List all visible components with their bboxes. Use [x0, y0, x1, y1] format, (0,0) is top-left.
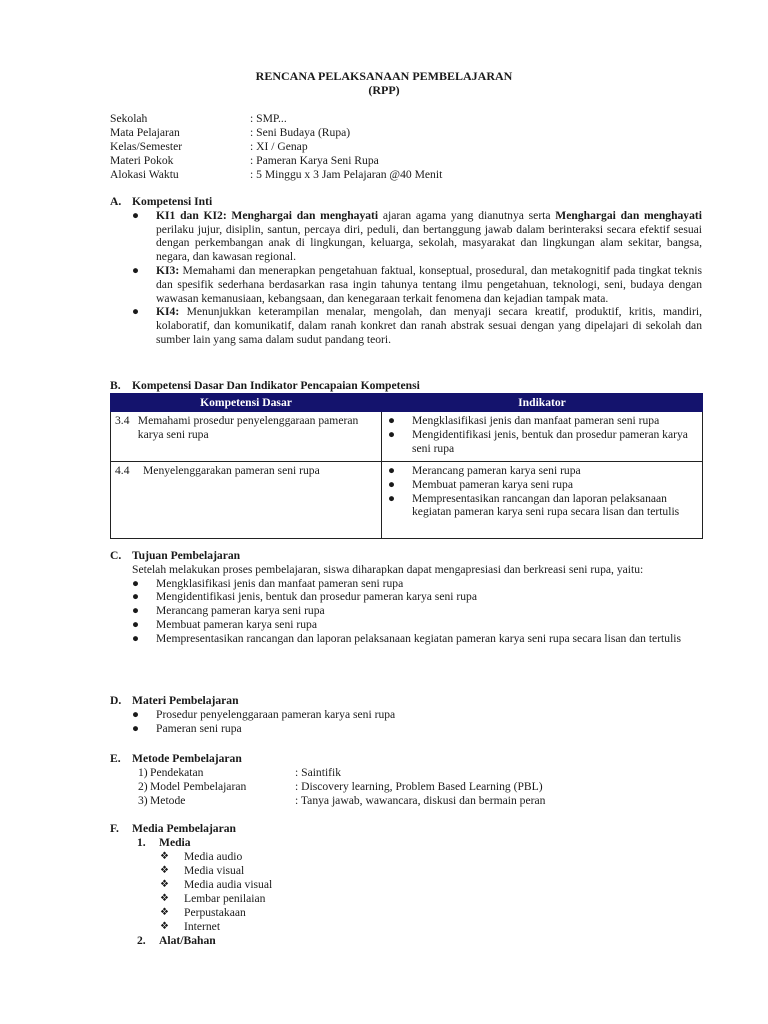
- identity-label: Kelas/Semester: [110, 140, 183, 153]
- indicator-text: Mempresentasikan rancangan dan laporan pelaksanaan kegiatan pameran karya seni rupa secara lisan dan tertulis: [412, 491, 680, 519]
- section-title: Kompetensi Inti: [132, 195, 213, 208]
- bullet-icon: ●: [132, 604, 140, 618]
- list-item-text: Membuat pameran karya seni rupa: [156, 617, 317, 631]
- method-row: [110, 780, 702, 794]
- subheading-number: 1.: [137, 835, 146, 849]
- document-title: RENCANA PELAKSANAAN PEMBELAJARAN: [255, 69, 513, 83]
- identity-value: : Pameran Karya Seni Rupa: [250, 154, 379, 167]
- bullet-icon: ●: [132, 208, 140, 222]
- method-label: Metode: [150, 793, 186, 807]
- identity-value: : SMP...: [250, 112, 287, 125]
- section-letter: A.: [110, 195, 122, 208]
- list-item-text: Pameran seni rupa: [156, 721, 242, 735]
- identity-value: : XI / Genap: [250, 140, 308, 153]
- table-header-kd: Kompetensi Dasar: [111, 394, 382, 412]
- list-item: [110, 850, 702, 864]
- identity-value: : 5 Minggu x 3 Jam Pelajaran @40 Menit: [250, 168, 443, 181]
- method-label: Model Pembelajaran: [150, 779, 247, 793]
- section-letter: C.: [110, 549, 122, 562]
- diamond-bullet-icon: ❖: [160, 920, 169, 932]
- ki1-mid: ajaran agama yang dianutnya serta: [378, 208, 556, 222]
- ki4-text: Menunjukkan keterampilan menalar, mengolah, dan menyaji secara kreatif, produktif, kritis, mandiri, kolaboratif, dan komunikatif, dalam ranah konkret dan ranah abstrak sesuai dengan yang dipelajari di sekolah dan sumber lain yang sama dalam sudut pandang teori.: [156, 305, 702, 346]
- diamond-bullet-icon: ❖: [160, 864, 169, 876]
- identity-label: Alokasi Waktu: [110, 168, 179, 181]
- section-letter: F.: [110, 822, 119, 835]
- section-title: Kompetensi Dasar Dan Indikator Pencapaian Kompetensi: [132, 379, 420, 392]
- section-heading: [110, 549, 702, 563]
- diamond-bullet-icon: ❖: [160, 906, 169, 918]
- method-row: [110, 766, 702, 780]
- kd-number: 4.4: [115, 464, 130, 477]
- indicator-item: [386, 428, 698, 456]
- bullet-icon: ●: [132, 707, 140, 721]
- bullet-icon: ●: [132, 617, 140, 631]
- ki4-item: [110, 305, 702, 346]
- list-item-text: Prosedur penyelenggaraan pameran karya seni rupa: [156, 707, 396, 721]
- identity-label: Mata Pelajaran: [110, 126, 180, 139]
- document-subtitle: (RPP): [368, 83, 400, 97]
- identity-row: [110, 140, 442, 154]
- indicator-text: Mengidentifikasi jenis, bentuk dan prosedur pameran karya seni rupa: [412, 427, 688, 455]
- diamond-bullet-icon: ❖: [160, 878, 169, 890]
- ki4-lead: KI4:: [156, 305, 180, 319]
- identity-row: [110, 154, 442, 168]
- method-row: [110, 794, 702, 808]
- bullet-icon: ●: [132, 590, 140, 604]
- ki1-bold: Menghargai dan menghayati: [555, 208, 702, 222]
- section-media: [110, 822, 702, 948]
- identity-block: [110, 112, 442, 182]
- section-heading: [110, 822, 702, 836]
- bullet-icon: ●: [132, 721, 140, 735]
- identity-row: [110, 126, 442, 140]
- bullet-icon: ●: [388, 427, 396, 441]
- section-kompetensi-dasar: [110, 379, 702, 393]
- method-value: : Discovery learning, Problem Based Learning (PBL): [295, 779, 543, 793]
- section-title: Tujuan Pembelajaran: [132, 549, 241, 562]
- diamond-bullet-icon: ❖: [160, 892, 169, 904]
- list-item-text: Lembar penilaian: [184, 891, 266, 905]
- identity-row: [110, 112, 442, 126]
- section-tujuan: [110, 549, 702, 646]
- list-item: [110, 590, 702, 604]
- list-item-text: Perpustakaan: [184, 905, 246, 919]
- list-item: [110, 906, 702, 920]
- diamond-bullet-icon: ❖: [160, 850, 169, 862]
- section-letter: D.: [110, 694, 122, 707]
- method-value: : Saintifik: [295, 765, 342, 779]
- list-item: [110, 878, 702, 892]
- ki1-item: [110, 209, 702, 264]
- list-item-text: Mengklasifikasi jenis dan manfaat pameran seni rupa: [156, 576, 404, 590]
- media-subheading: [110, 836, 702, 850]
- method-value: : Tanya jawab, wawancara, diskusi dan bermain peran: [295, 793, 546, 807]
- list-item-text: Media audia visual: [184, 877, 273, 891]
- identity-label: Materi Pokok: [110, 154, 174, 167]
- method-number: 3): [138, 793, 148, 807]
- section-title: Materi Pembelajaran: [132, 694, 239, 707]
- indicator-item: [386, 492, 698, 520]
- table-header-row: [111, 394, 703, 412]
- list-item: [110, 864, 702, 878]
- section-heading: [110, 752, 702, 766]
- section-letter: B.: [110, 379, 121, 392]
- bullet-icon: ●: [132, 631, 140, 645]
- media-subheading: [110, 934, 702, 948]
- table-row: [111, 462, 703, 539]
- table-header-indikator: Indikator: [382, 394, 703, 412]
- bullet-icon: ●: [132, 263, 140, 277]
- section-heading: [110, 694, 702, 708]
- section-title: Media Pembelajaran: [132, 822, 236, 835]
- list-item: [110, 708, 702, 722]
- indicator-item: [386, 478, 698, 492]
- ki3-text: Memahami dan menerapkan pengetahuan faktual, konseptual, prosedural, dan metakognitif pada tingkat teknis dan spesifik sederhana berdasarkan rasa ingin tahunya tentang ilmu pengetahuan, teknologi, seni, budaya dengan wawasan kemanusiaan, kebangsaan, dan kenegaraan terkait fenomena dan kejadian tampak mata.: [156, 263, 702, 305]
- method-label: Pendekatan: [150, 765, 204, 779]
- identity-value: : Seni Budaya (Rupa): [250, 126, 351, 139]
- list-item-text: Mengidentifikasi jenis, bentuk dan prosedur pameran karya seni rupa: [156, 590, 477, 604]
- kd-number: 3.4: [115, 414, 130, 427]
- list-item-text: Media audio: [184, 849, 243, 863]
- section-intro: Setelah melakukan proses pembelajaran, siswa diharapkan dapat mengapresiasi dan berkreasi seni rupa, yaitu:: [132, 562, 644, 576]
- list-item-text: Mempresentasikan rancangan dan laporan pelaksanaan kegiatan pameran karya seni rupa secara lisan dan tertulis: [156, 631, 682, 645]
- list-item-text: Media visual: [184, 863, 245, 877]
- list-item: [110, 604, 702, 618]
- indicator-item: [386, 414, 698, 428]
- section-kompetensi-inti: [110, 195, 702, 347]
- list-item: [110, 892, 702, 906]
- method-number: 1): [138, 765, 148, 779]
- ki1-lead: KI1 dan KI2: Menghargai dan menghayati: [156, 208, 379, 222]
- section-letter: E.: [110, 752, 121, 765]
- list-item: [110, 577, 702, 591]
- ki3-lead: KI3:: [156, 263, 180, 277]
- section-title: Metode Pembelajaran: [132, 752, 242, 765]
- section-metode: [110, 752, 702, 808]
- indicator-item: [386, 464, 698, 478]
- ki1-text: perilaku jujur, disiplin, santun, percaya diri, peduli, dan bertanggung jawab dalam berinteraksi secara efektif sesuai dengan perkembangan anak di lingkungan, keluarga, sekolah, masyarakat dan lingkungan alam sekitar, bangsa, negara, dan kawasan regional.: [156, 222, 702, 264]
- indicator-text: Membuat pameran karya seni rupa: [412, 477, 573, 491]
- indicator-cell: [382, 412, 703, 462]
- list-item: [110, 722, 702, 736]
- list-item-text: Internet: [184, 919, 221, 933]
- kd-indicator-table: [110, 393, 703, 539]
- bullet-icon: ●: [388, 464, 396, 477]
- identity-label: Sekolah: [110, 112, 148, 125]
- indicator-text: Mengklasifikasi jenis dan manfaat pameran seni rupa: [412, 414, 660, 427]
- kd-text: Memahami prosedur penyelenggaraan pameran karya seni rupa: [137, 414, 359, 441]
- subheading-label: Alat/Bahan: [159, 933, 216, 947]
- kd-entry: [115, 464, 377, 478]
- indicator-cell: [382, 462, 703, 539]
- list-item-text: Merancang pameran karya seni rupa: [156, 604, 325, 618]
- section-heading: [110, 195, 702, 209]
- table-row: [111, 412, 703, 462]
- list-item: [110, 920, 702, 934]
- section-materi: [110, 694, 702, 735]
- ki3-item: [110, 264, 702, 305]
- bullet-icon: ●: [388, 477, 396, 491]
- list-item: [110, 618, 702, 632]
- list-item: [110, 632, 702, 646]
- identity-row: [110, 168, 442, 182]
- kd-cell: [111, 462, 382, 539]
- subheading-number: 2.: [137, 933, 146, 947]
- kd-cell: [111, 412, 382, 462]
- section-heading: [110, 379, 702, 393]
- indicator-text: Merancang pameran karya seni rupa: [412, 464, 581, 477]
- bullet-icon: ●: [388, 491, 396, 505]
- bullet-icon: ●: [132, 305, 140, 319]
- method-number: 2): [138, 779, 148, 793]
- subheading-label: Media: [159, 835, 191, 849]
- bullet-icon: ●: [132, 576, 140, 590]
- kd-entry: [115, 414, 377, 442]
- kd-text: Menyelenggarakan pameran seni rupa: [143, 464, 320, 477]
- bullet-icon: ●: [388, 414, 396, 427]
